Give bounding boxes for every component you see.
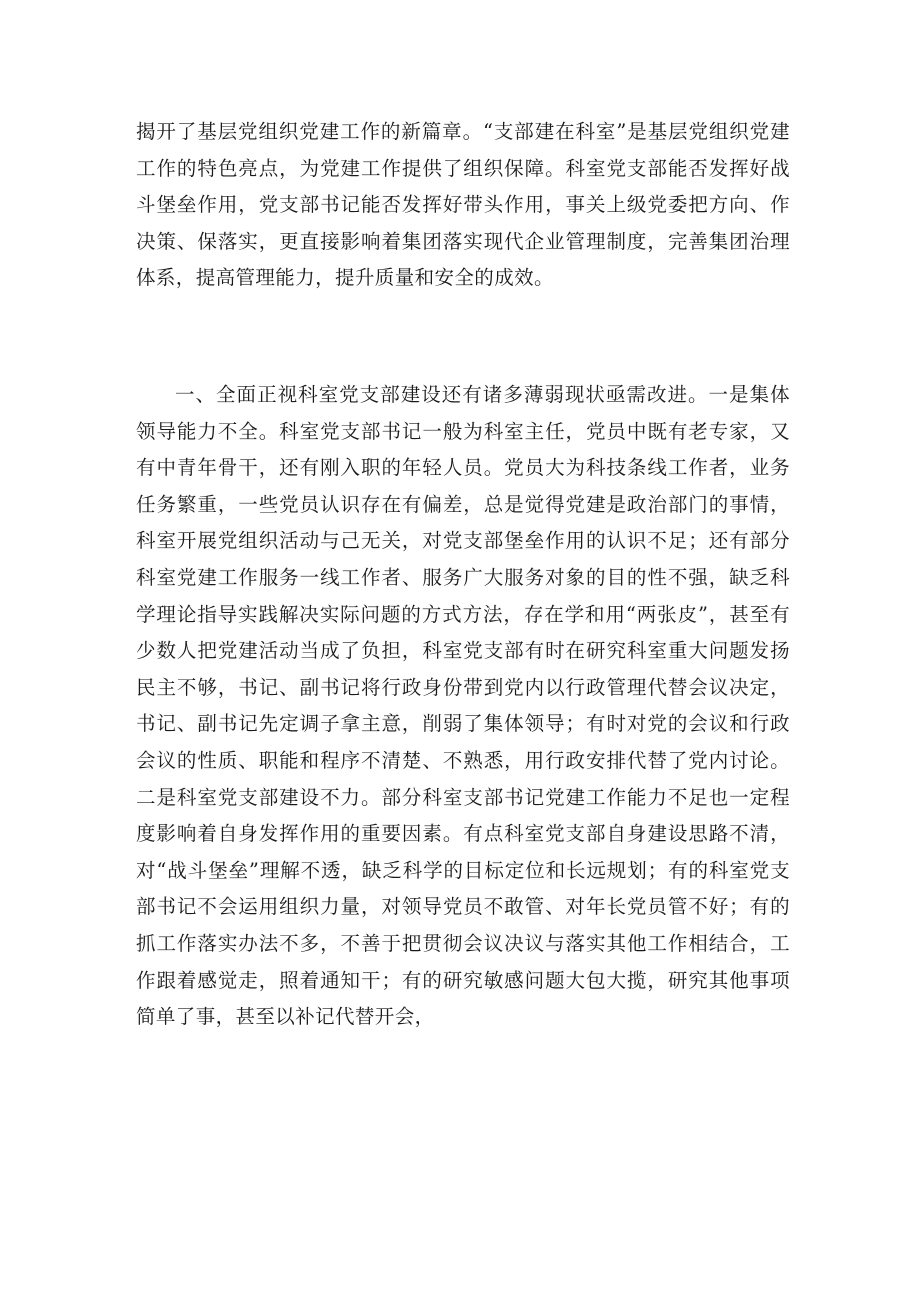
paragraph-intro: 揭开了基层党组织党建工作的新篇章。“支部建在科室”是基层党组织党建工作的特色亮点，为党建工作提供了组织保障。科室党支部能否发挥好战斗堡垒作用，党支部书记能否发挥好带头作用，事关上级党委把方向、作决策、保落实，更直接影响着集团落实现代企业管理制度，完善集团治理体系，提高管理能力，提升质量和安全的成效。 (136, 120, 790, 290)
paragraph-section-one: 一、全面正视科室党支部建设还有诸多薄弱现状亟需改进。一是集体领导能力不全。科室党支部书记一般为科室主任，党员中既有老专家，又有中青年骨干，还有刚入职的年轻人员。党员大为科技条线工作者，业务任务繁重，一些党员认识存在有偏差，总是觉得党建是政治部门的事情，科室开展党组织活动与己无关，对党支部堡垒作用的认识不足；还有部分科室党建工作服务一线工作者、服务广大服务对象的目的性不强，缺乏科学理论指导实践解决实际问题的方式方法，存在学和用“两张皮”，甚至有少数人把党建活动当成了负担，科室党支部有时在研究科室重大问题发扬民主不够，书记、副书记将行政身份带到党内以行政管理代替会议决定，书记、副书记先定调子拿主意，削弱了集体领导；有时对党的会议和行政会议的性质、职能和程序不清楚、不熟悉，用行政安排代替了党内讨论。二是科室党支部建设不力。部分科室支部书记党建工作能力不足也一定程度影响着自身发挥作用的重要因素。有点科室党支部自身建设思路不清，对“战斗堡垒”理解不透，缺乏科学的目标定位和长远规划；有的科室党支部书记不会运用组织力量，对领导党员不敢管、对年长党员管不好；有的抓工作落实办法不多，不善于把贯彻会议决议与落实其他工作相结合，工作跟着感觉走，照着通知干；有的研究敏感问题大包大揽，研究其他事项简单了事，甚至以补记代替开会， (136, 383, 790, 1029)
